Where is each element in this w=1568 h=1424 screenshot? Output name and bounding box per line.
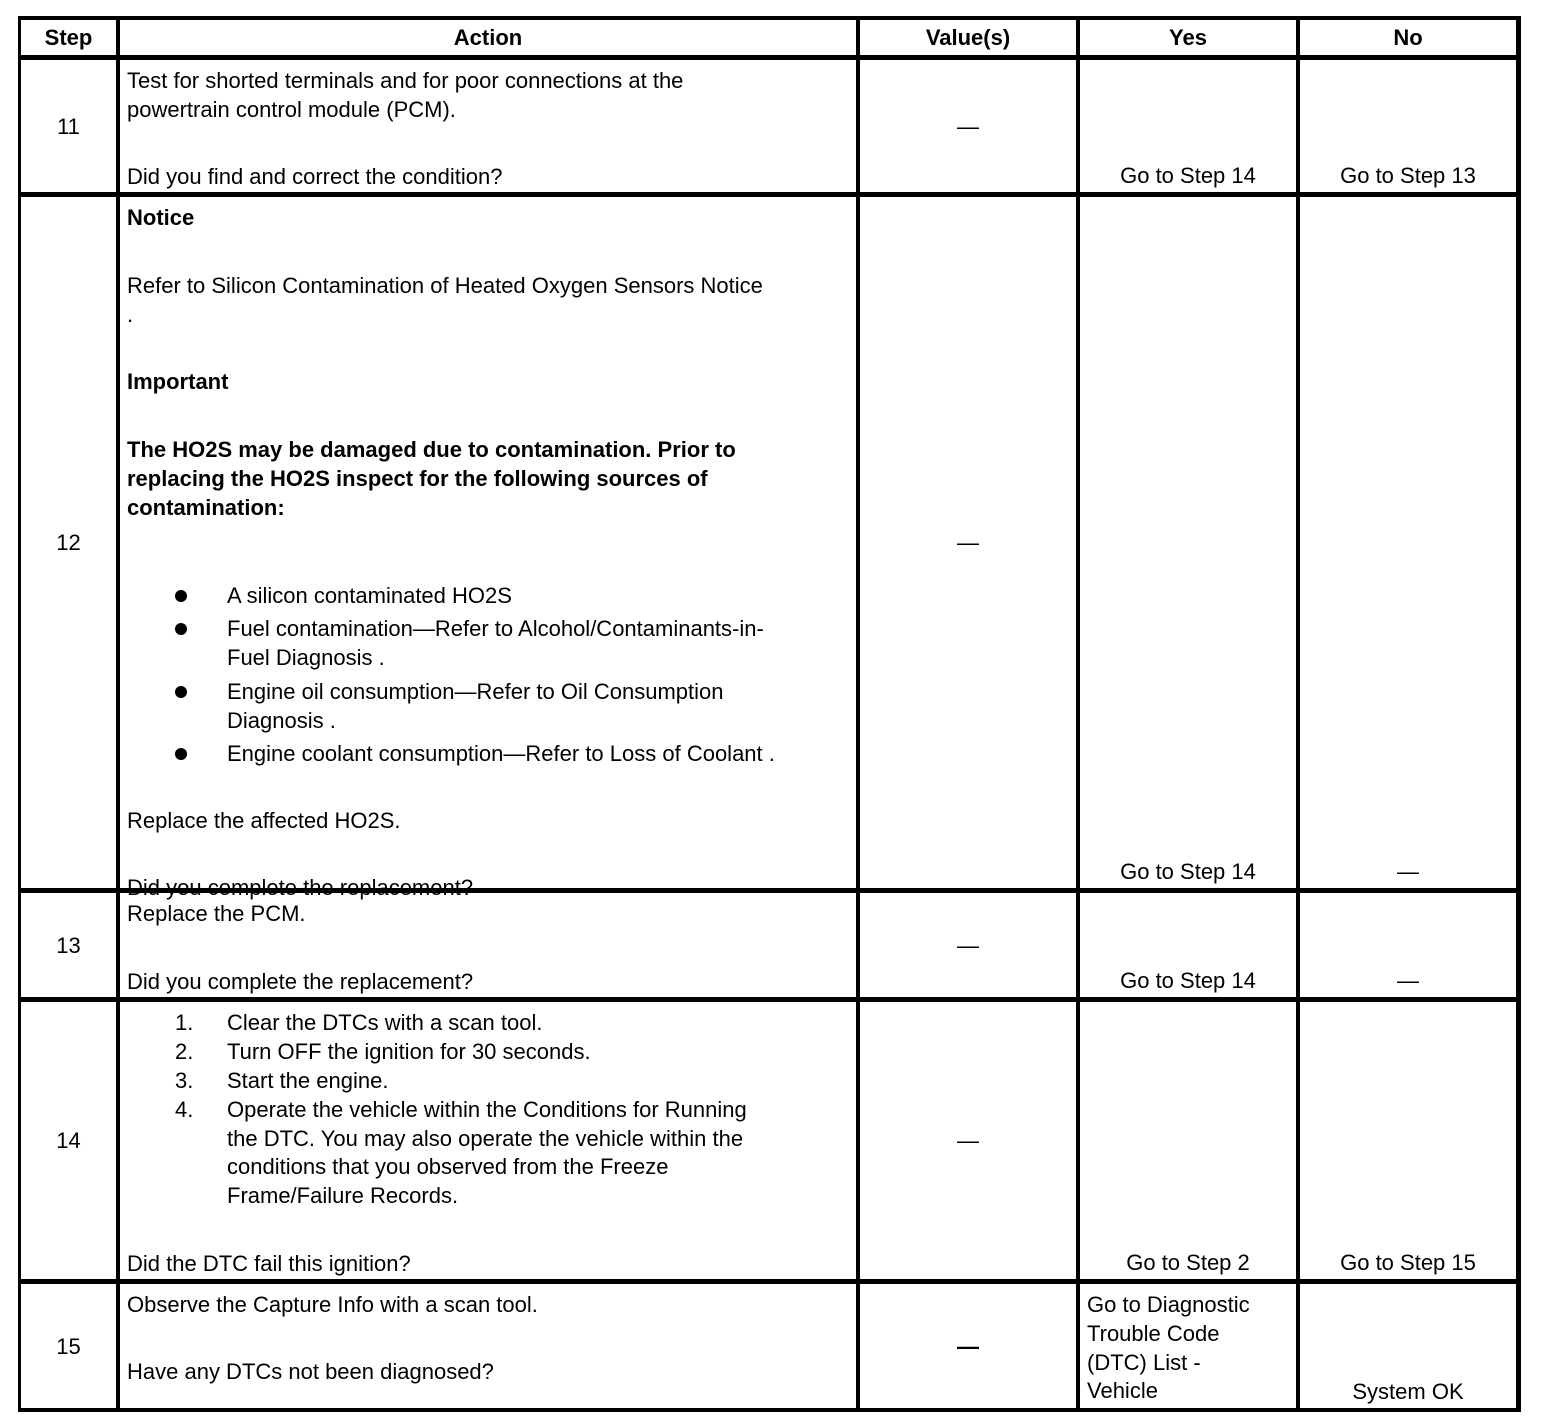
list-item-text: conditions that you observed from the Freeze — [227, 1154, 669, 1179]
yes-result — [1080, 1284, 1296, 1408]
bullet-icon — [175, 748, 187, 760]
list-item-text: Start the engine. — [227, 1068, 389, 1093]
value-cell: — — [957, 530, 979, 555]
notice-text: Refer to Silicon Contamination of Heated Oxygen Sensors Notice — [127, 273, 763, 298]
action-question: Did the DTC fail this ignition? — [127, 1251, 411, 1276]
step-number: 12 — [56, 530, 81, 555]
yes-result: Go to Step 14 — [1120, 163, 1256, 188]
important-title: Important — [127, 369, 229, 394]
bullet-text: Fuel contamination—Refer to Alcohol/Contaminants-in- — [227, 616, 764, 641]
action-text: Test for shorted terminals and for poor connections at the — [127, 68, 684, 93]
step-number: 14 — [56, 1128, 81, 1153]
value-cell: — — [957, 1333, 979, 1359]
list-number: 4. — [175, 1097, 194, 1122]
bullet-text: Engine oil consumption—Refer to Oil Consumption — [227, 679, 724, 704]
action-cell — [120, 893, 856, 997]
value-cell: — — [957, 1128, 979, 1153]
action-cell — [120, 197, 856, 900]
yes-result-line: Vehicle — [1087, 1378, 1158, 1403]
action-text: powertrain control module (PCM). — [127, 97, 456, 122]
notice-title: Notice — [127, 205, 195, 230]
list-item-text: Operate the vehicle within the Conditions for Running — [227, 1097, 747, 1122]
list-number: 3. — [175, 1068, 194, 1093]
list-item-text: the DTC. You may also operate the vehicle within the — [227, 1126, 744, 1151]
diagnostic-table — [18, 16, 1521, 1412]
action-question: Did you complete the replacement? — [127, 969, 474, 994]
list-item-text: Frame/Failure Records. — [227, 1183, 459, 1208]
header-step: Step — [44, 25, 93, 50]
action-text: Observe the Capture Info with a scan tool. — [127, 1292, 538, 1317]
bullet-text: Diagnosis . — [227, 708, 336, 733]
yes-result-line: Trouble Code — [1087, 1321, 1220, 1346]
step-number: 13 — [56, 932, 81, 958]
yes-result-line: Go to Diagnostic — [1087, 1292, 1250, 1317]
action-text: Replace the affected HO2S. — [127, 808, 401, 833]
bullet-text: Fuel Diagnosis . — [227, 645, 385, 670]
yes-result: Go to Step 2 — [1126, 1250, 1250, 1275]
action-question: Did you find and correct the condition? — [127, 164, 503, 189]
action-text: Replace the PCM. — [127, 901, 306, 926]
bullet-icon — [175, 590, 187, 602]
important-text: replacing the HO2S inspect for the following sources of — [127, 466, 708, 491]
action-cell — [120, 1002, 856, 1279]
important-text: contamination: — [127, 495, 285, 520]
yes-result: Go to Step 14 — [1120, 968, 1256, 993]
list-item-text: Clear the DTCs with a scan tool. — [227, 1010, 543, 1035]
no-result: Go to Step 15 — [1340, 1250, 1476, 1275]
header-no: No — [1393, 25, 1423, 50]
action-question: Did you complete the replacement? — [127, 875, 474, 900]
header-action: Action — [453, 25, 523, 50]
list-number: 2. — [175, 1039, 194, 1064]
header-yes: Yes — [1169, 25, 1207, 50]
action-question: Have any DTCs not been diagnosed? — [127, 1359, 494, 1384]
table-border-right — [1516, 16, 1521, 1412]
bullet-icon — [175, 623, 187, 635]
list-item-text: Turn OFF the ignition for 30 seconds. — [227, 1039, 591, 1064]
no-result: Go to Step 13 — [1340, 163, 1476, 188]
action-cell — [120, 1284, 856, 1408]
header-values: Value(s) — [925, 25, 1011, 50]
action-cell — [120, 60, 856, 192]
no-result: — — [1397, 968, 1419, 993]
list-number: 1. — [175, 1010, 194, 1035]
step-number: 11 — [57, 113, 80, 139]
notice-text: . — [127, 302, 134, 327]
bullet-icon — [175, 686, 187, 698]
bullet-text: Engine coolant consumption—Refer to Loss of Coolant . — [227, 741, 775, 766]
yes-result: Go to Step 14 — [1120, 859, 1256, 884]
value-cell: — — [957, 113, 979, 139]
no-result: — — [1397, 859, 1419, 884]
value-cell: — — [957, 932, 979, 958]
step-number: 15 — [56, 1333, 81, 1359]
no-result: System OK — [1352, 1379, 1464, 1404]
important-text: The HO2S may be damaged due to contamination. Prior to — [127, 437, 736, 462]
bullet-text: A silicon contaminated HO2S — [227, 583, 512, 608]
yes-result-line: (DTC) List - — [1087, 1350, 1201, 1375]
